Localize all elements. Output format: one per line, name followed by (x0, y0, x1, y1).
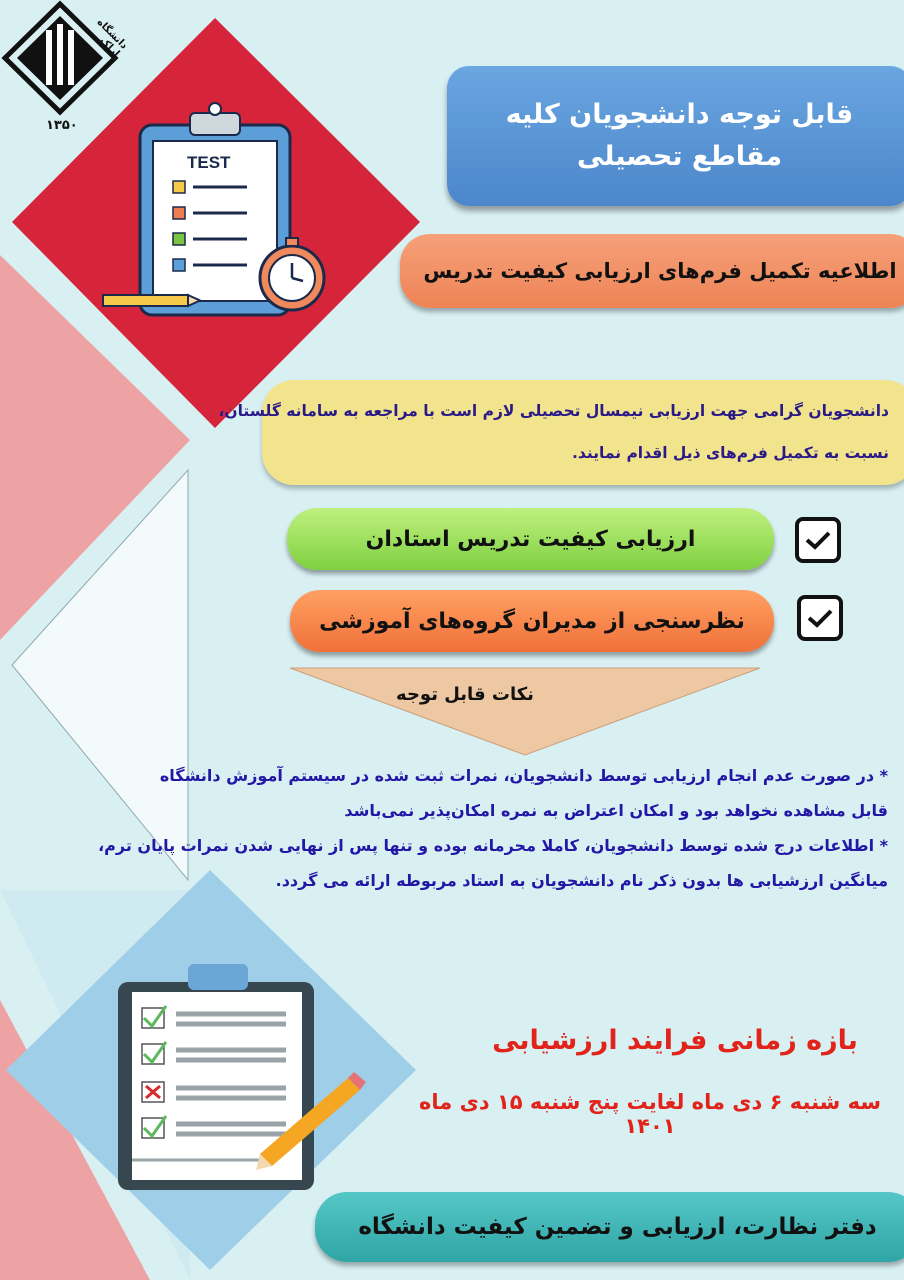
notes-list (98, 758, 888, 898)
intro-line2: نسبت به تکمیل فرم‌های ذیل اقدام نمایند. (572, 444, 889, 462)
note-line: قابل مشاهده نخواهد بود و امکان اعتراض به نمره امکان‌پذیر نمی‌باشد (344, 801, 888, 820)
form-item-teaching-quality[interactable]: ارزیابی کیفیت تدریس استادان (287, 508, 774, 570)
logo-text: دانشگاه اراک (94, 16, 130, 60)
notes-triangle (290, 668, 760, 755)
timeline-title: بازه زمانی فرایند ارزشیابی (492, 1025, 858, 1056)
footer-office-name: دفتر نظارت، ارزیابی و تضمین کیفیت دانشگاه (315, 1192, 904, 1262)
timeline-date: سه شنبه ۶ دی ماه لغایت پنج شنبه ۱۵ دی ماه ۱۴۰۱ (419, 1090, 881, 1138)
intro-box (218, 380, 904, 485)
form-item-department-survey[interactable]: نظرسنجی از مدیران گروه‌های آموزشی (290, 590, 774, 652)
note-line: * اطلاعات درج شده توسط دانشجویان، کاملا محرمانه بوده و تنها پس از نهایی شدن نمرات پایان ترم، (98, 836, 888, 855)
checkbox-icon[interactable] (797, 595, 843, 641)
notice-title: اطلاعیه تکمیل فرم‌های ارزیابی کیفیت تدریس (400, 234, 904, 308)
test-label: TEST (187, 153, 231, 172)
header-line2: مقاطع تحصیلی (576, 141, 783, 172)
logo-year: ۱۳۵۰ (46, 118, 78, 133)
note-line: میانگین ارزشیابی ها بدون ذکر نام دانشجویان به استاد مربوطه ارائه می گردد. (275, 871, 888, 890)
checklist-clipboard-illustration (110, 960, 380, 1200)
header-line1: قابل توجه دانشجویان کلیه (505, 99, 854, 130)
note-line: * در صورت عدم انجام ارزیابی توسط دانشجویان، نمرات ثبت شده در سیستم آموزش دانشگاه (159, 766, 888, 785)
checkbox-icon[interactable] (795, 517, 841, 563)
notes-title: نکات قابل توجه (396, 684, 534, 705)
test-clipboard-illustration (95, 95, 335, 325)
header-banner (447, 66, 904, 206)
intro-line1: دانشجویان گرامی جهت ارزیابی نیمسال تحصیلی لازم است با مراجعه به سامانه گلستان، (218, 402, 889, 420)
